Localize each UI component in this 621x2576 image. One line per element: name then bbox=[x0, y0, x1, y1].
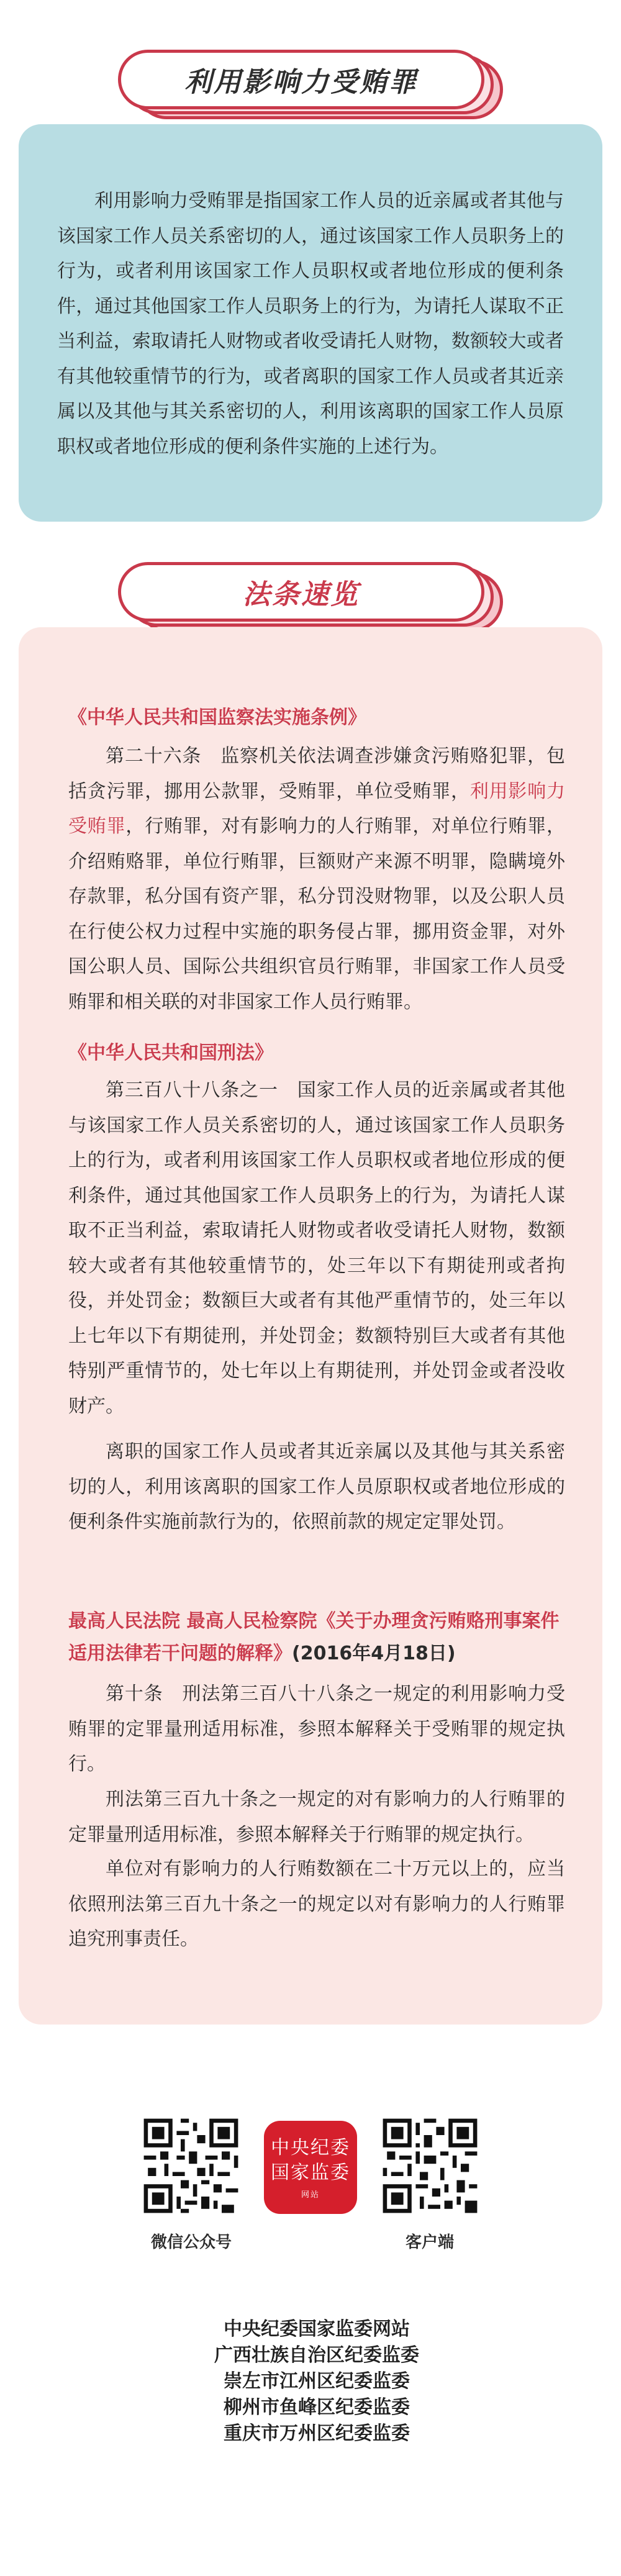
law1-text bbox=[68, 739, 565, 1020]
source-item: 重庆市万州区纪委监委 bbox=[224, 2423, 410, 2444]
law2-para1: 第三百八十八条之一 国家工作人员的近亲属或者其他与该国家工作人员关系密切的人，通过该国家工作人员职务上的行为，或者利用该国家工作人员职权或者地位形成的便利条件，通过其他国家工作人员职务上的行为，为请托人谋取不正当利益，索取请托人财物或者收受请托人财物，数额较大或者有其他较重情节的，处三年以下有期徒刑或者拘役，并处罚金；数额巨大或者有其他严重情节的，处三年以上七年以下有期徒刑，并处罚金；数额特别巨大或者有其他特别严重情节的，处七年以上有期徒刑，并处罚金或者没收财产。 bbox=[68, 1079, 565, 1417]
ribbon-front bbox=[118, 50, 484, 109]
law1-highlight: 利用影响力受贿罪 bbox=[68, 780, 566, 837]
section2-title: 法条速览 bbox=[243, 579, 360, 610]
source-item: 中央纪委国家监委网站 bbox=[224, 2318, 410, 2340]
source-item: 柳州市鱼峰区纪委监委 bbox=[224, 2397, 410, 2418]
source-list bbox=[186, 2316, 447, 2447]
law-panel bbox=[19, 627, 602, 2025]
app-qr-code[interactable] bbox=[379, 2115, 481, 2217]
qr-code-icon bbox=[379, 2115, 481, 2217]
logo-sub: 网站 bbox=[301, 2190, 320, 2200]
qr-code-icon bbox=[140, 2115, 242, 2217]
ribbon-front bbox=[118, 562, 484, 622]
law1-title: 《中华人民共和国监察法实施条例》 bbox=[68, 707, 366, 728]
source-item: 广西壮族自治区纪委监委 bbox=[214, 2344, 419, 2366]
section1-title-ribbon bbox=[118, 50, 503, 119]
law3-para3: 单位对有影响力的人行贿数额在二十万元以上的，应当依照刑法第三百九十条之一的规定以对有影响力的人行贿罪追究刑事责任。 bbox=[68, 1858, 565, 1950]
section1-title: 利用影响力受贿罪 bbox=[184, 66, 418, 98]
source-item: 崇左市江州区纪委监委 bbox=[224, 2370, 410, 2392]
app-qr-label: 客户端 bbox=[405, 2233, 454, 2252]
logo-line2: 国家监委 bbox=[271, 2161, 350, 2184]
wechat-qr-label: 微信公众号 bbox=[150, 2233, 232, 2252]
definition-text: 利用影响力受贿罪是指国家工作人员的近亲属或者其他与该国家工作人员关系密切的人，通过该国家工作人员职务上的行为，或者利用该国家工作人员职权或者地位形成的便利条件，通过其他国家工作人员职务上的行为，为请托人谋取不正当利益，索取请托人财物或者收受请托人财物，数额较大或者有其他较重情节的行为，或者离职的国家工作人员或者其近亲属以及其他与其关系密切的人，利用该离职的国家工作人员原职权或者地位形成的便利条件实施的上述行为。 bbox=[57, 190, 564, 458]
law2-para2: 离职的国家工作人员或者其近亲属以及其他与其关系密切的人，利用该离职的国家工作人员原职权或者地位形成的便利条件实施前款行为的，依照前款的规定定罪处罚。 bbox=[68, 1441, 565, 1533]
law1-text-before: 第二十六条 监察机关依法调查涉嫌贪污贿赂犯罪，包括贪污罪，挪用公款罪，受贿罪，单位受贿罪， bbox=[68, 745, 565, 802]
law1-text-after: ，行贿罪，对有影响力的人行贿罪，对单位行贿罪，介绍贿赂罪，单位行贿罪，巨额财产来源不明罪，隐瞒境外存款罪，私分国有资产罪，私分罚没财物罪，以及公职人员在行使公权力过程中实施的职务侵占罪，挪用资金罪，对外国公职人员、国际公共组织官员行贿罪，非国家工作人员受贿罪和相关联的对非国家工作人员行贿罪。 bbox=[68, 815, 566, 1013]
definition-panel bbox=[19, 124, 602, 522]
law3-para1: 第十条 刑法第三百八十八条之一规定的利用影响力受贿罪的定罪量刑适用标准，参照本解释关于受贿罪的规定执行。 bbox=[68, 1683, 565, 1775]
law3-title: 最高人民法院 最高人民检察院《关于办理贪污贿赂刑事案件适用法律若干问题的解释》 bbox=[68, 1610, 560, 1664]
section2-title-ribbon bbox=[118, 562, 503, 632]
law3-title-block bbox=[68, 1605, 565, 1670]
ccdi-logo bbox=[264, 2121, 357, 2214]
logo-line1: 中央纪委 bbox=[271, 2136, 350, 2159]
law3-para2: 刑法第三百九十条之一规定的对有影响力的人行贿罪的定罪量刑适用标准，参照本解释关于行贿罪的规定执行。 bbox=[68, 1789, 565, 1846]
wechat-qr-code[interactable] bbox=[140, 2115, 242, 2217]
law3-date: (2016年4月18日) bbox=[292, 1643, 456, 1664]
law2-title: 《中华人民共和国刑法》 bbox=[68, 1042, 273, 1064]
